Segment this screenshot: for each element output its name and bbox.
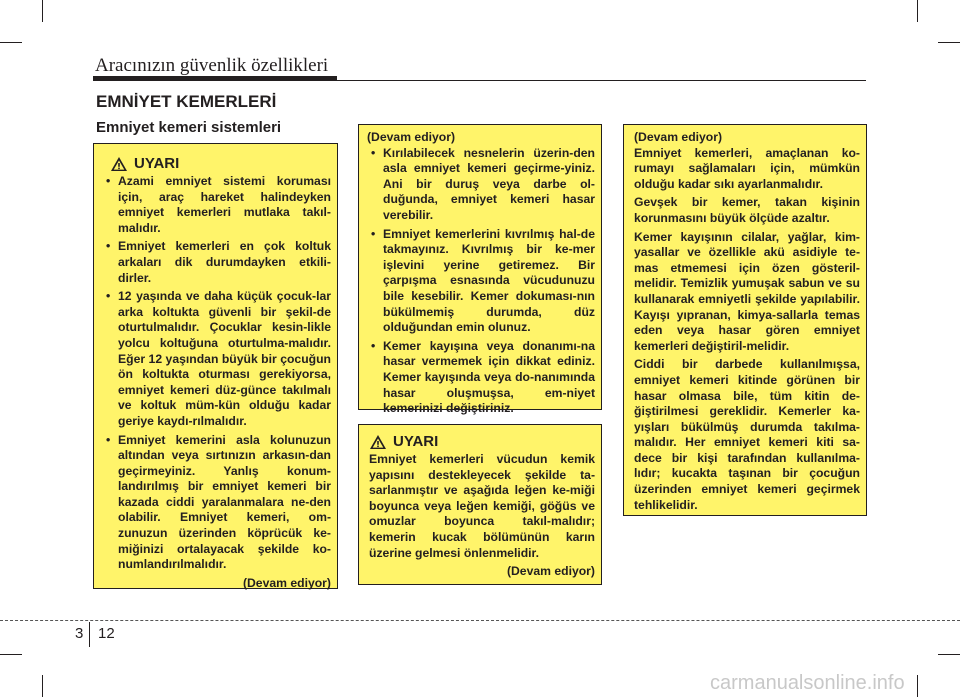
warning-box-3: [358, 424, 602, 585]
warning-triangle-icon: [369, 434, 387, 450]
list-item: • Emniyet kemerleri en çok koltuk arkaları dik durumdayken etkili-dirler.: [102, 239, 331, 286]
crop-mark: [938, 654, 960, 655]
paragraph: Emniyet kemerleri, amaçlanan ko-rumayı sağlamaları için, mümkün olduğu kadar sıkı ayarlanmalıdır.: [634, 145, 860, 191]
continued-box-2: [358, 124, 602, 416]
header-bar: [93, 76, 337, 81]
list-item: • Emniyet kemerlerini kıvrılmış hal-de takmayınız. Kıvrılmış bir ke-mer işlevini yerine getiremez. Bir çarpışma esnasında vücudunuzu bile kesebilir. Kemer dokuması-nın bükülmemiş durumda, düz olduğundan emin olunuz.: [367, 227, 595, 336]
paragraph: Kemer kayışının cilalar, yağlar, kim-yasallar ve özellikle akü asidiyle te-mas etmemesi için özen gösteril-melidir. Temizlik yumuşak sabun ve su kullanarak emniyetli şekilde yapılabilir. Kayışı yıpranan, kimya-sallarla temas eden veya hasar gören emniyet kemerleri değiştiril-melidir.: [634, 229, 860, 353]
watermark: carmanualsonline.info: [710, 672, 905, 694]
chapter-number: 3: [75, 625, 84, 642]
warning-label: UYARI: [393, 433, 439, 451]
footer-dashed-rule: [0, 620, 960, 621]
crop-mark: [938, 42, 960, 43]
warning-label: UYARI: [134, 155, 180, 173]
footer-separator: [89, 622, 90, 647]
list-item: • 12 yaşında ve daha küçük çocuk-lar arka koltukta güvenli bir şekil-de oturtulmalıdır. Çocuklar kesin-likle yolcu koltuğuna oturtulma-malıdır. Eğer 12 yaşından büyük bir çocuğun ön koltukta oturması gerekiyorsa, emniyet kemeri düz-günce takılmalı ve koltuk müm-kün olduğu kadar geriye kaydı-rılmalıdır.: [102, 289, 331, 429]
crop-mark: [42, 0, 43, 22]
crop-mark: [917, 675, 918, 697]
crop-mark: [42, 675, 43, 697]
crop-mark: [917, 0, 918, 22]
crop-mark: [0, 654, 22, 655]
warning-list: [102, 174, 331, 573]
warning-box-1: [93, 143, 338, 589]
list-item: • Emniyet kemerini asla kolunuzun altından veya sırtınızın arkasın-dan geçirmeyiniz. Yanlış konum-landırılmış bir emniyet kemeri bir kazada ciddi yaralanmalara ne-den olabilir. Emniyet kemeri, om-zunuzun üzerinden köprücük ke-miğinizi ortalayacak şekilde ko-numlandırılmalıdır.: [102, 433, 331, 573]
warning-heading: [102, 156, 331, 172]
warning-list: [367, 146, 595, 417]
continued-label: (Devam ediyor): [634, 130, 723, 144]
page-number: 12: [98, 625, 115, 642]
paragraph: Ciddi bir darbede kullanılmışsa, emniyet kemeri kitinde görünen bir hasar olmasa bile, tüm kitin de-ğiştirilmesi gereklidir. Kemerler ka-yışları bükülmüş durumda takılma-malıdır. Her emniyet kemeri kiti sa-dece bir kişi tarafından kullanılma-lıdır; kucakta taşınan bir çocuğun üzerinden emniyet kemeri geçirmek tehlikelidir.: [634, 357, 860, 512]
continued-label: (Devam ediyor): [506, 564, 595, 579]
warning-triangle-icon: [110, 156, 128, 172]
warning-heading: [369, 434, 595, 450]
paragraph: Gevşek bir kemer, takan kişinin korunmasını büyük ölçüde azaltır.: [634, 195, 860, 225]
header-rule: [337, 80, 866, 81]
continued-box-4: [623, 124, 867, 516]
list-item: • Azami emniyet sistemi koruması için, araç hareket halindeyken emniyet kemerleri mutlaka takıl-malıdır.: [102, 174, 331, 236]
subsection-title: Emniyet kemeri sistemleri: [96, 119, 282, 136]
list-item: • Kemer kayışına veya donanımı-na hasar vermemek için dikkat ediniz. Kemer kayışında veya do-nanımında hasar oluşmuşsa, em-niyet kemerinizi değiştiriniz.: [367, 339, 595, 417]
list-item: • Kırılabilecek nesnelerin üzerin-den asla emniyet kemeri geçirme-yiniz. Ani bir duruş veya darbe ol-duğunda, emniyet kemeri hasar verebilir.: [367, 146, 595, 224]
chapter-title: EMNİYET KEMERLERİ: [96, 92, 277, 111]
section-title: Aracınızın güvenlik özellikleri: [95, 55, 329, 76]
warning-text: Emniyet kemerleri vücudun kemik yapısını destekleyecek şekilde ta-sarlanmıştır ve aşağıda leğen ke-miği boyunca veya leğen kemiği, göğüs ve omuzlar boyunca takıl-malıdır; kemerin kucak bölümünün karın üzerine gelmesi önlenmelidir.: [369, 452, 595, 560]
continued-label: (Devam ediyor): [367, 130, 456, 144]
continued-label: (Devam ediyor): [242, 575, 331, 590]
crop-mark: [0, 42, 22, 43]
